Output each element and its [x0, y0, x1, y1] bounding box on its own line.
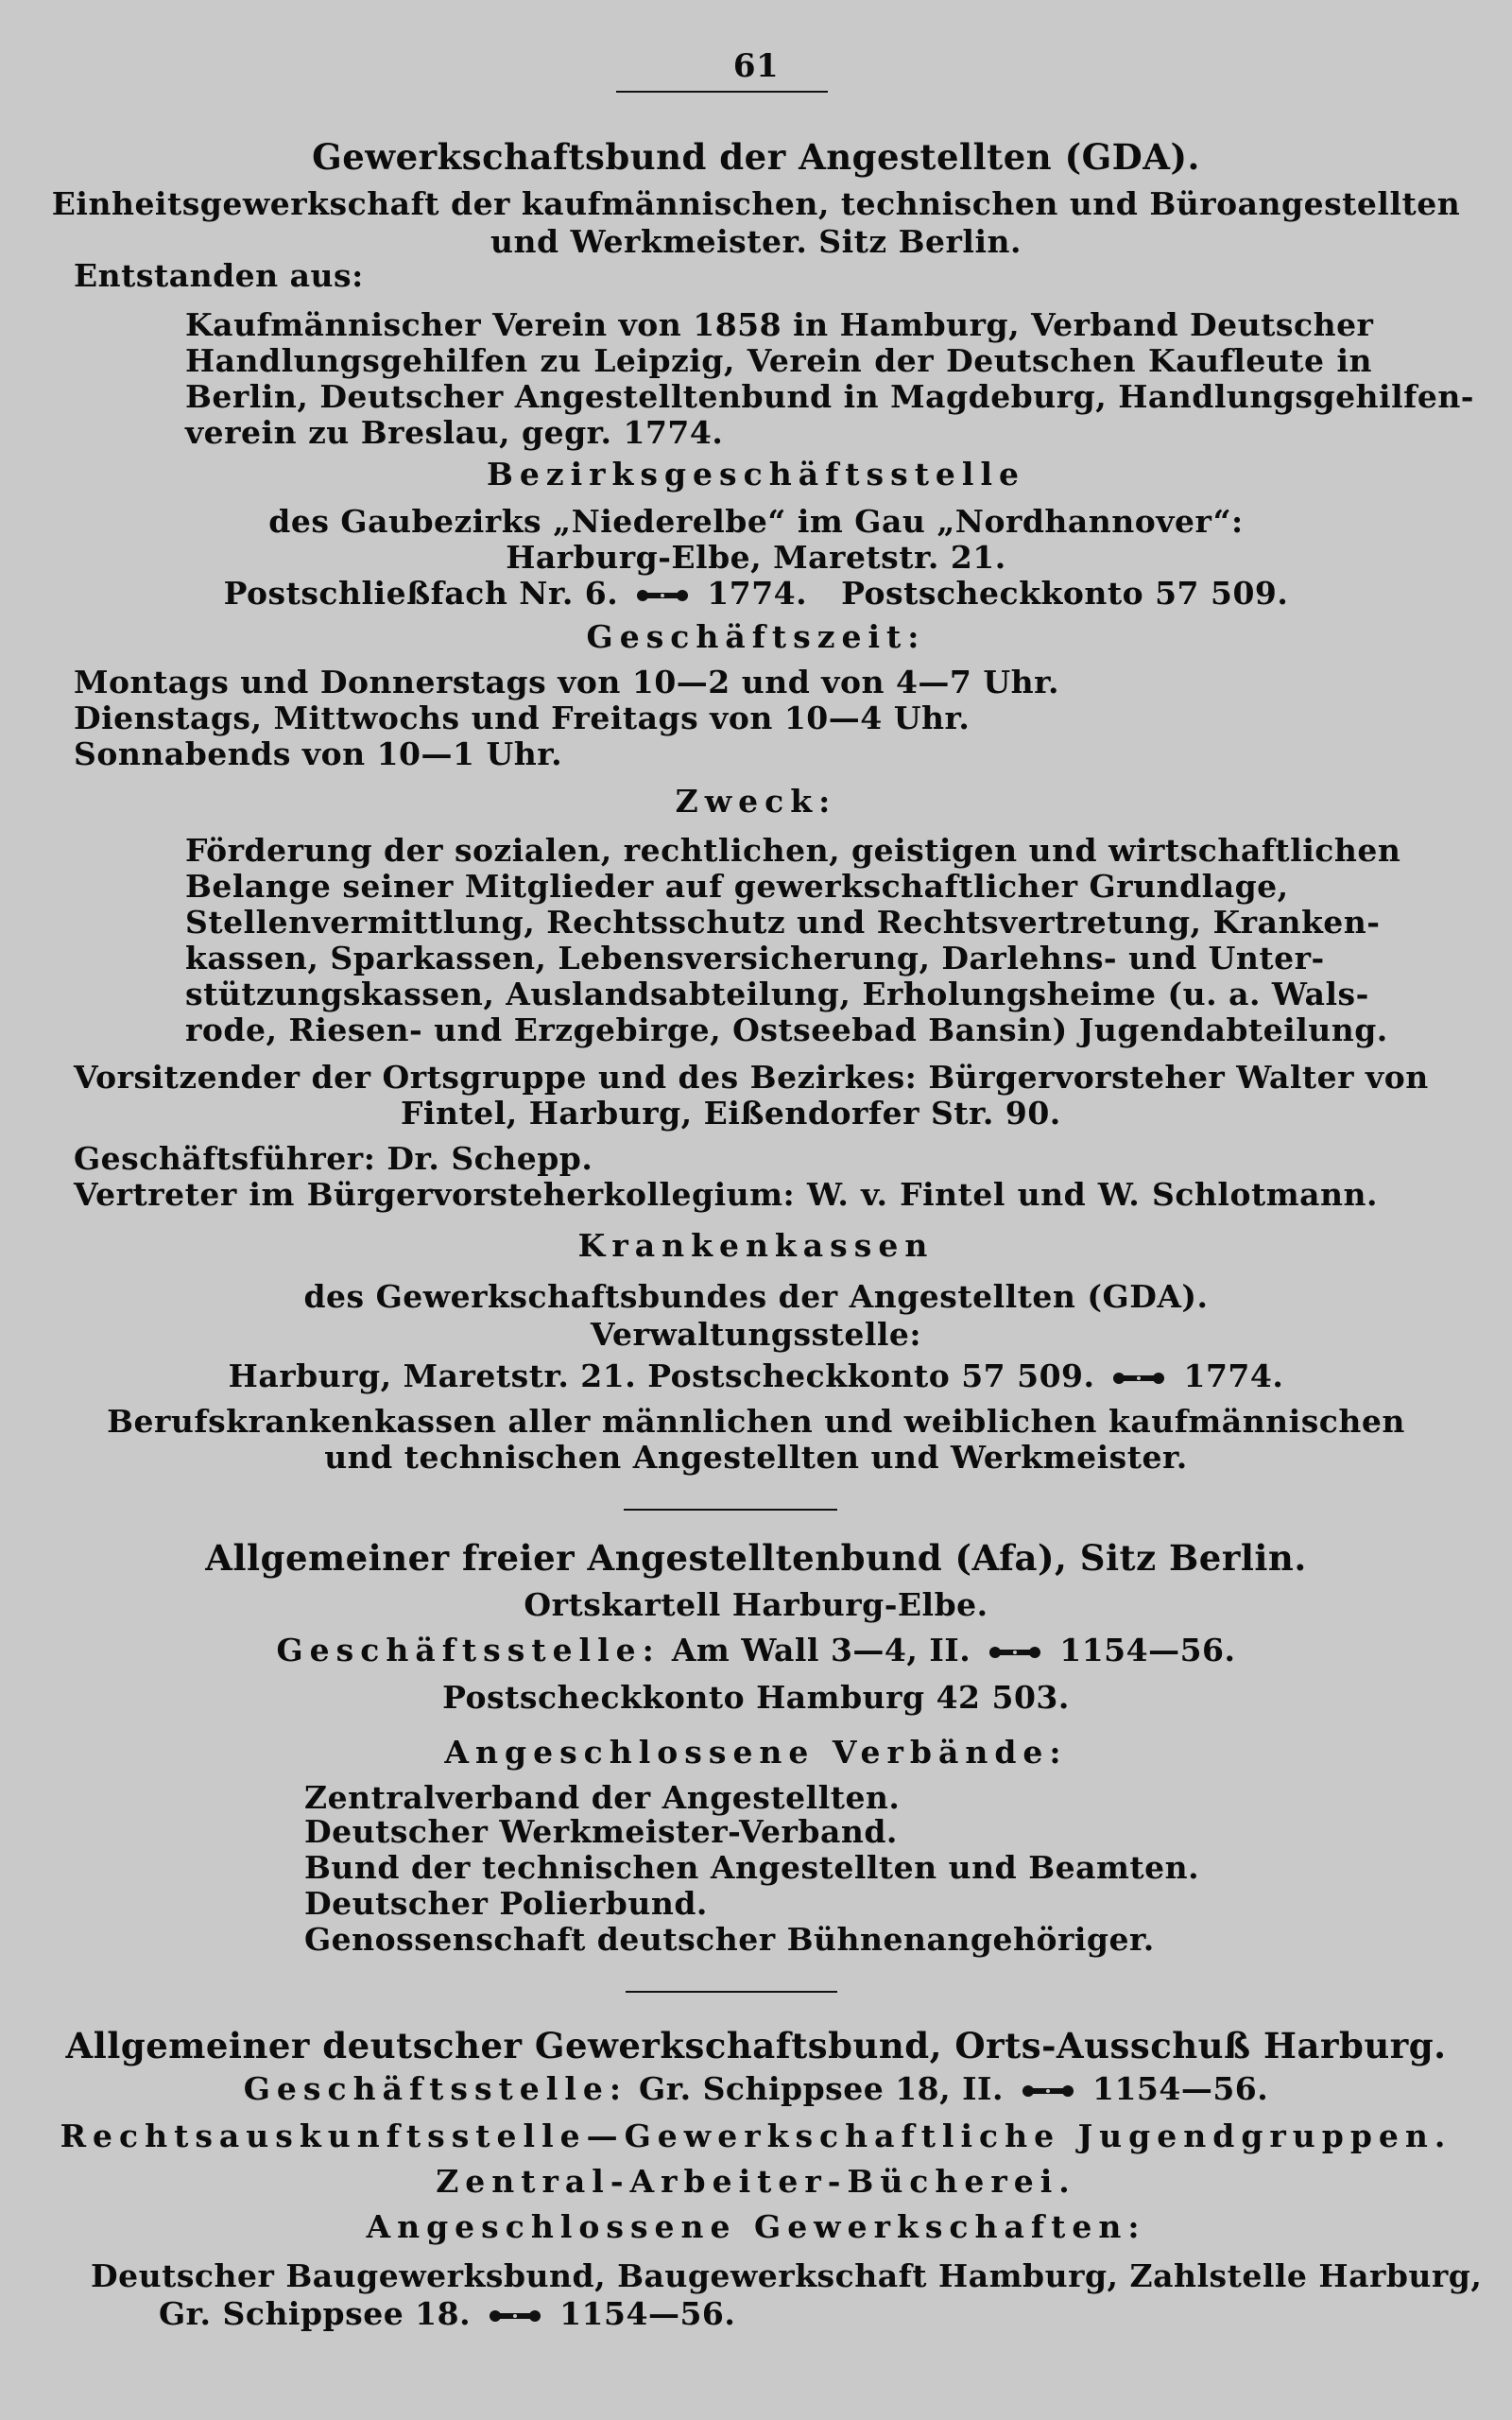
gda-manager: Geschäftsführer: Dr. Schepp. — [74, 1140, 593, 1177]
gda-purpose-line: stützungskassen, Auslandsabteilung, Erholungsheime (u. a. Wals- — [185, 976, 1369, 1012]
adgb-legal: Rechtsauskunftsstelle—Gewerkschaftliche Jugendgruppen. — [60, 2118, 1452, 2154]
afa-office-phone: 1154—56. — [1059, 1632, 1236, 1668]
gda-origins-line: Handlungsgehilfen zu Leipzig, Verein der Deutschen Kaufleute in — [185, 342, 1372, 379]
gda-purpose-heading: Zweck: — [675, 783, 837, 820]
adgb-office-label: Geschäftsstelle: — [243, 2070, 628, 2107]
adgb-members-heading: Angeschlossene Gewerkschaften: — [366, 2208, 1146, 2245]
gda-hours-line: Montags und Donnerstags von 10—2 und von 4—7 Uhr. — [74, 664, 1059, 700]
gda-hours-line: Dienstags, Mittwochs und Freitags von 10—4 Uhr. — [74, 700, 971, 736]
adgb-library: Zentral-Arbeiter-Bücherei. — [436, 2163, 1076, 2200]
gda-origins-line: verein zu Breslau, gegr. 1774. — [185, 414, 724, 451]
adgb-office-address: Gr. Schippsee 18, II. — [639, 2070, 1004, 2107]
gda-hours-line: Sonnabends von 10—1 Uhr. — [74, 735, 563, 772]
gda-office-line: Harburg-Elbe, Maretstr. 21. — [506, 539, 1006, 576]
gda-subtitle-line: und Werkmeister. Sitz Berlin. — [490, 223, 1022, 260]
afa-cartel: Ortskartell Harburg-Elbe. — [524, 1586, 988, 1623]
gda-admin-contact — [0, 1357, 1512, 1395]
section-divider — [626, 1991, 837, 1993]
gda-health-desc-line: Berufskrankenkassen aller männlichen und weiblichen kaufmännischen — [107, 1403, 1405, 1440]
telephone-icon — [1021, 2084, 1075, 2098]
adgb-member-phone: 1154—56. — [559, 2295, 736, 2332]
gda-health-subtitle: des Gewerkschaftsbundes der Angestellten (GDA). — [303, 1278, 1209, 1315]
afa-member: Deutscher Werkmeister-Verband. — [304, 1813, 898, 1850]
adgb-office — [0, 2070, 1512, 2108]
afa-member: Genossenschaft deutscher Bühnenangehöriger. — [304, 1921, 1155, 1958]
afa-member: Deutscher Polierbund. — [304, 1885, 708, 1922]
adgb-member-line: Deutscher Baugewerksbund, Baugewerkschaft Hamburg, Zahlstelle Harburg, — [91, 2257, 1483, 2294]
gda-office-contact — [0, 575, 1512, 613]
gda-chair-line: Vorsitzender der Ortsgruppe und des Bezirkes: Bürgervorsteher Walter von — [74, 1059, 1429, 1096]
gda-admin-label: Verwaltungsstelle: — [590, 1316, 922, 1353]
telephone-icon — [488, 2309, 542, 2323]
gda-office-heading: Bezirksgeschäftsstelle — [486, 456, 1025, 493]
adgb-office-phone: 1154—56. — [1092, 2070, 1269, 2107]
adgb-member-line: Gr. Schippsee 18. — [159, 2295, 472, 2332]
gda-title: Gewerkschaftsbund der Angestellten (GDA). — [312, 136, 1200, 178]
gda-origins-line: Kaufmännischer Verein von 1858 in Hamburg, Verband Deutscher — [185, 306, 1374, 343]
gda-chair-line: Fintel, Harburg, Eißendorfer Str. 90. — [401, 1095, 1061, 1132]
gda-purpose-line: kassen, Sparkassen, Lebensversicherung, Darlehns- und Unter- — [185, 940, 1325, 977]
gda-giro: Postscheckkonto 57 509. — [841, 575, 1289, 612]
page-number: 61 — [732, 47, 780, 85]
gda-admin-address: Harburg, Maretstr. 21. Postscheckkonto 57 509. — [228, 1357, 1095, 1394]
gda-purpose-line: Förderung der sozialen, rechtlichen, geistigen und wirtschaftlichen — [185, 832, 1401, 869]
gda-health-heading: Krankenkassen — [577, 1227, 935, 1264]
afa-office-label: Geschäftsstelle: — [276, 1632, 661, 1668]
adgb-member-address — [159, 2295, 735, 2333]
gda-purpose-line: rode, Riesen- und Erzgebirge, Ostseebad Bansin) Jugendabteilung. — [185, 1011, 1388, 1048]
gda-subtitle-line: Einheitsgewerkschaft der kaufmännischen, technischen und Büroangestellten — [51, 185, 1461, 222]
afa-giro: Postscheckkonto Hamburg 42 503. — [442, 1679, 1070, 1716]
telephone-icon — [1111, 1372, 1166, 1385]
header-rule — [616, 91, 828, 93]
afa-members-heading: Angeschlossene Verbände: — [444, 1734, 1068, 1771]
afa-title: Allgemeiner freier Angestelltenbund (Afa), Sitz Berlin. — [205, 1537, 1307, 1579]
gda-admin-phone: 1774. — [1183, 1357, 1284, 1394]
gda-phone: 1774. — [707, 575, 808, 612]
gda-office-line: des Gaubezirks „Niederelbe“ im Gau „Nordhannover“: — [268, 503, 1244, 540]
telephone-icon — [988, 1646, 1042, 1659]
section-divider — [624, 1509, 837, 1511]
gda-hours-heading: Geschäftszeit: — [586, 618, 926, 655]
afa-member: Zentralverband der Angestellten. — [304, 1779, 901, 1816]
adgb-title: Allgemeiner deutscher Gewerkschaftsbund, Orts-Ausschuß Harburg. — [65, 2025, 1447, 2066]
gda-origins-label: Entstanden aus: — [74, 257, 364, 294]
afa-office — [0, 1632, 1512, 1669]
gda-health-desc-line: und technischen Angestellten und Werkmeister. — [324, 1439, 1188, 1476]
telephone-icon — [635, 589, 690, 602]
gda-representative: Vertreter im Bürgervorsteherkollegium: W. v. Fintel und W. Schlotmann. — [74, 1176, 1378, 1213]
gda-origins-line: Berlin, Deutscher Angestelltenbund in Magdeburg, Handlungsgehilfen- — [185, 378, 1475, 415]
afa-office-address: Am Wall 3—4, II. — [671, 1632, 971, 1668]
gda-purpose-line: Stellenvermittlung, Rechtsschutz und Rechtsvertretung, Kranken- — [185, 904, 1381, 941]
gda-postbox: Postschließfach Nr. 6. — [223, 575, 619, 612]
afa-member: Bund der technischen Angestellten und Beamten. — [304, 1849, 1200, 1886]
gda-purpose-line: Belange seiner Mitglieder auf gewerkschaftlicher Grundlage, — [185, 868, 1289, 905]
